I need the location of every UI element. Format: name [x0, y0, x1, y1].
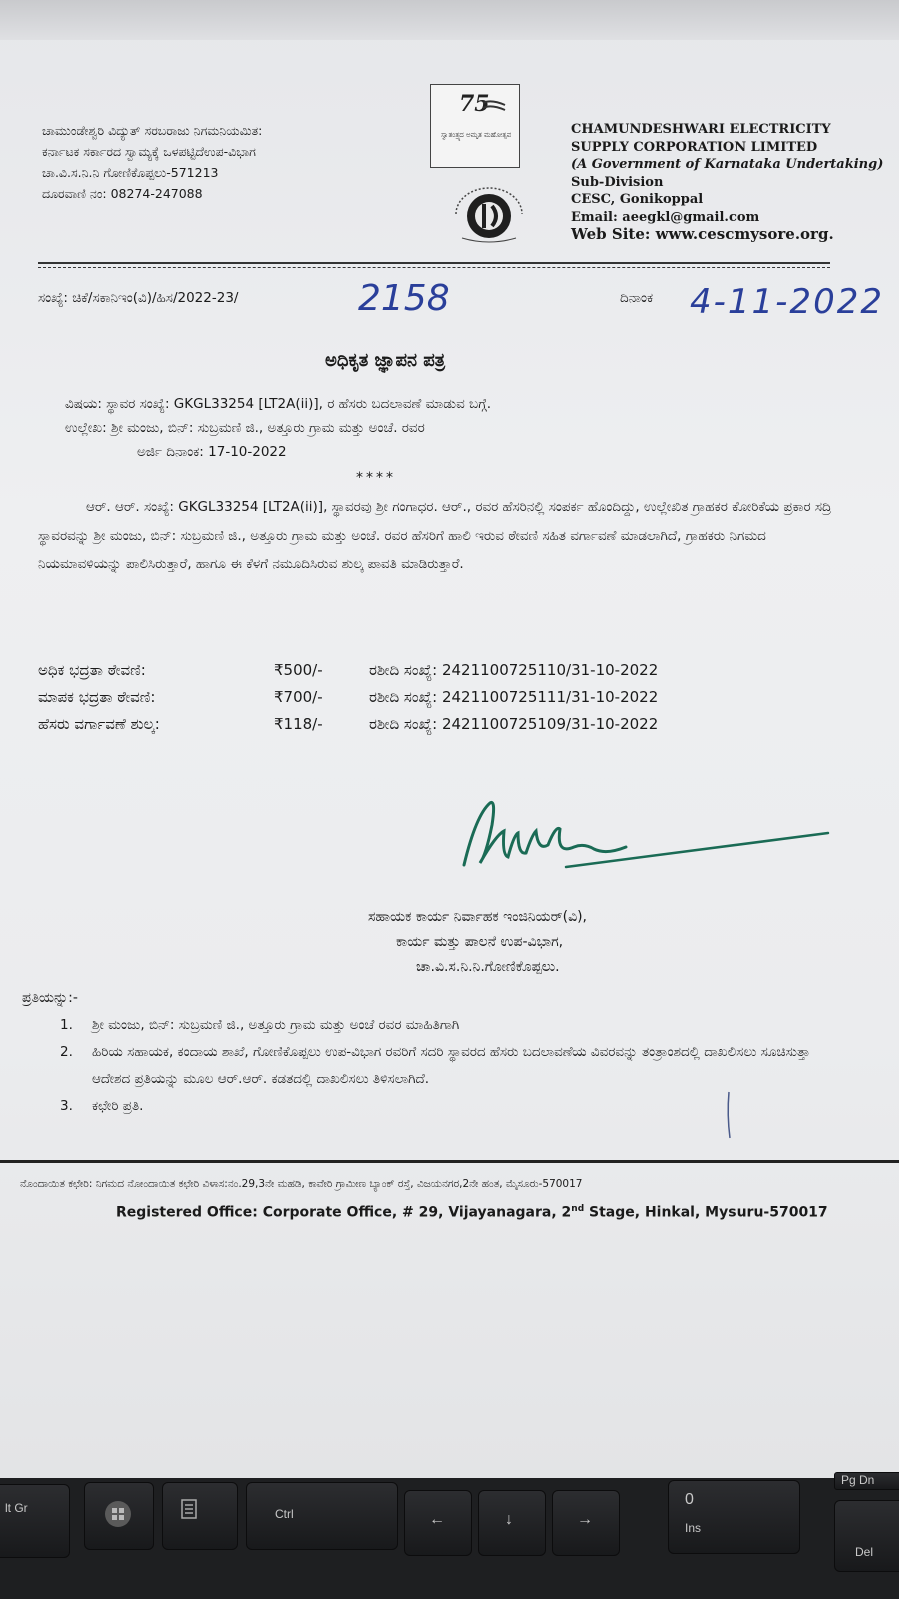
pen-mark [725, 1090, 733, 1140]
list-number: 3. [60, 1098, 73, 1114]
reg-en-part1: Registered Office: Corporate Office, # 29, Vijayanagara, 2 [116, 1204, 572, 1221]
body-text: ಆರ್. ಆರ್. ಸಂಖ್ಯೆ: GKGL33254 [LT2A(ii)], ಸ್ಥಾವರವು ಶ್ರೀ ಗಂಗಾಧರ. ಆರ್., ರವರ ಹೆಸರಿನಲ್ಲಿ ಸಂಪರ್ಕ ಹೊಂದಿದ್ದು, ಉಲ್ಲೇಖಿತ ಗ್ರಾಹಕರ ಕೋರಿಕೆಯ ಪ್ರಕಾರ ಸದ್ರಿ ಸ್ಥಾವರವನ್ನು ಶ್ರೀ ಮಂಜು, ಬಿನ್: ಸುಬ್ರಮಣಿ ಜಿ., ಅತ್ತೂರು ಗ್ರಾಮ ಮತ್ತು ಅಂಚೆ. ರವರ ಹೆಸರಿಗೆ ಹಾಲಿ ಇರುವ ಠೇವಣಿ ಸಹಿತ ವರ್ಗಾವಣೆ ಮಾಡಲಾಗಿದೆ, ಗ್ರಾಹಕರು ನಿಗಮದ ನಿಯಮಾವಳಿಯನ್ನು ಪಾಲಿಸಿರುತ್ತಾರೆ, ಹಾಗೂ ಈ ಕೆಳಗೆ ನಮೂದಿಸಿರುವ ಶುಲ್ಕ ಪಾವತಿ ಮಾಡಿರುತ್ತಾರೆ. [38, 499, 832, 572]
reg-en-part2: Stage, Hinkal, Mysuru-570017 [584, 1204, 828, 1221]
header-kn-line: ಚಾ.ವಿ.ಸ.ನಿ.ನಿ ಗೋಣಿಕೊಪ್ಪಲು-571213 [42, 165, 219, 180]
key-label: Pg Dn [841, 1473, 875, 1487]
handwritten-ref-number: 2158 [358, 278, 450, 319]
registered-office-kannada: ನೊಂದಾಯಿತ ಕಛೇರಿ: ನಿಗಮದ ನೋಂದಾಯಿತ ಕಛೇರಿ ವಿಳಾಸ:ನಂ.29,3ನೇ ಮಹಡಿ, ಕಾವೇರಿ ಗ್ರಾಮೀಣ ಬ್ಯಾಂಕ್ ರಸ್ತೆ, ವಿಜಯನಗರ,2ನೇ ಹಂತ, ಮೈಸೂರು-570017 [20, 1178, 583, 1190]
subdivision-label: Sub-Division [571, 174, 664, 190]
key-arrow-down[interactable] [478, 1490, 546, 1556]
footer-rule [0, 1160, 899, 1163]
list-text: ಹಿರಿಯ ಸಹಾಯಕ, ಕಂದಾಯ ಶಾಖೆ, ಗೋಣಿಕೊಪ್ಪಲು ಉಪ-ವಿಭಾಗ ರವರಿಗೆ ಸದರಿ ಸ್ಥಾವರದ ಹೆಸರು ಬದಲಾವಣೆಯ ವಿವರವನ್ನು ತಂತ್ರಾಂಶದಲ್ಲಿ ದಾಖಲಿಸಲು ಸೂಚಿಸುತ್ತಾ ಆದೇಶದ ಪ್ರತಿಯನ್ನು ಮೂಲ ಆರ್.ಆರ್. ಕಡತದಲ್ಲಿ ದಾಖಲಿಸಲು ತಿಳಿಸಲಾಗಿದೆ. [92, 1044, 811, 1087]
key-arrow-right[interactable] [552, 1490, 620, 1556]
reference-number-label: ಸಂಖ್ಯೆ: ಚಿಕೆ/ಸಕಾನಿಇಂ(ವಿ)/ಹಿಸ/2022-23/ [38, 290, 239, 306]
header-kn-line: ಕರ್ನಾಟಕ ಸರ್ಕಾರದ ಸ್ವಾಮ್ಯಕ್ಕೆ ಒಳಪಟ್ಟಿದೆಉಪ-ವಿಭಾಗ [42, 144, 256, 159]
menu-icon [181, 1499, 197, 1519]
cesc-emblem-icon [446, 184, 532, 244]
header-rule-dashed [38, 267, 830, 268]
fee-receipt: ರಶೀದಿ ಸಂಖ್ಯೆ: 2421100725109/31-10-2022 [369, 715, 659, 733]
key-del[interactable] [834, 1500, 899, 1572]
key-label: 0 [685, 1491, 694, 1508]
date-label: ದಿನಾಂಕ [620, 290, 654, 306]
logo-75-text: 75 [459, 91, 490, 117]
arrow-left-icon: ← [429, 1511, 445, 1528]
azadi-logo [430, 84, 520, 168]
list-number: 1. [60, 1017, 73, 1033]
fee-amount: ₹500/- [274, 661, 323, 679]
fee-label: ಹೆಸರು ವರ್ಗಾವಣೆ ಶುಲ್ಕ: [38, 715, 160, 733]
fee-row [38, 657, 658, 684]
key-pgdn[interactable] [834, 1472, 899, 1490]
fee-row [38, 684, 658, 711]
fee-amount: ₹700/- [274, 688, 323, 706]
fee-receipt: ರಶೀದಿ ಸಂಖ್ಯೆ: 2421100725110/31-10-2022 [369, 661, 659, 679]
page-title: ಅಧಿಕೃತ ಜ್ಞಾಪನ ಪತ್ರ [325, 350, 446, 371]
fee-row [38, 711, 658, 738]
list-item [60, 1039, 850, 1093]
signature-designation [368, 905, 587, 980]
company-name-line1: CHAMUNDESHWARI ELECTRICITY [571, 122, 831, 137]
key-label: Ins [685, 1521, 702, 1535]
body-paragraph [38, 493, 848, 579]
arrow-down-icon: ↓ [505, 1511, 513, 1528]
key-arrow-left[interactable] [404, 1490, 472, 1556]
subject-block [65, 392, 491, 464]
fee-amount: ₹118/- [274, 715, 323, 733]
key-altgr[interactable] [0, 1484, 70, 1558]
office-label: CESC, Gonikoppal [571, 192, 704, 207]
stars-divider: **** [356, 470, 396, 486]
keyboard-background [0, 1473, 899, 1599]
key-label: lt Gr [5, 1501, 28, 1515]
govt-undertaking: (A Government of Karnataka Undertaking) [571, 157, 884, 172]
handwritten-date: 4-11-2022 [690, 282, 884, 322]
designation-line1: ಸಹಾಯಕ ಕಾರ್ಯ ನಿರ್ವಾಹಕ ಇಂಜಿನಿಯರ್(ವಿ), [368, 909, 588, 925]
copies-heading: ಪ್ರತಿಯನ್ನು:- [22, 990, 78, 1006]
arrow-right-icon: → [577, 1511, 593, 1528]
registered-office-english [116, 1204, 828, 1221]
list-number: 2. [60, 1044, 73, 1060]
list-item [60, 1012, 850, 1039]
key-label: Ctrl [275, 1507, 294, 1521]
list-text: ಶ್ರೀ ಮಂಜು, ಬಿನ್: ಸುಬ್ರಮಣಿ ಜಿ., ಅತ್ತೂರು ಗ್ರಾಮ ಮತ್ತು ಅಂಚೆ ರವರ ಮಾಹಿತಿಗಾಗಿ [92, 1017, 460, 1033]
reference-line-1: ಉಲ್ಲೇಖ: ಶ್ರೀ ಮಂಜು, ಬಿನ್: ಸುಬ್ರಮಣಿ ಜಿ., ಅತ್ತೂರು ಗ್ರಾಮ ಮತ್ತು ಅಂಚೆ. ರವರ [65, 420, 425, 436]
website-line: Web Site: www.cescmysore.org. [571, 225, 834, 243]
key-ins-0[interactable] [668, 1480, 800, 1554]
header-kn-line: ಚಾಮುಂಡೇಶ್ವರಿ ವಿದ್ಯುತ್ ಸರಬರಾಜು ನಿಗಮನಿಯಮಿತ: [42, 123, 263, 138]
fee-receipt: ರಶೀದಿ ಸಂಖ್ಯೆ: 2421100725111/31-10-2022 [369, 688, 659, 706]
header-kannada-block [42, 120, 262, 204]
reference-line-2: ಅರ್ಜಿ ದಿನಾಂಕ: 17-10-2022 [137, 444, 287, 460]
header-rule [38, 262, 830, 264]
key-ctrl[interactable] [246, 1482, 398, 1550]
handwritten-signature [456, 795, 836, 885]
key-windows[interactable] [84, 1482, 154, 1550]
designation-line2: ಕಾರ್ಯ ಮತ್ತು ಪಾಲನೆ ಉಪ-ವಿಭಾಗ, [396, 934, 564, 950]
header-kn-line: ದೂರವಾಣಿ ನಂ: 08274-247088 [42, 186, 203, 201]
paper-top-shadow [0, 0, 899, 40]
key-menu[interactable] [162, 1482, 238, 1550]
subject-line: ವಿಷಯ: ಸ್ಥಾವರ ಸಂಖ್ಯೆ: GKGL33254 [LT2A(ii)], ರ ಹೆಸರು ಬದಲಾವಣೆ ಮಾಡುವ ಬಗ್ಗೆ. [65, 396, 492, 412]
windows-icon [103, 1499, 133, 1529]
email-line: Email: aeegkl@gmail.com [571, 209, 760, 225]
fees-table [38, 657, 658, 738]
fee-label: ಅಧಿಕ ಭದ್ರತಾ ಠೇವಣಿ: [38, 661, 146, 679]
reg-en-sup: nd [571, 1204, 585, 1214]
list-text: ಕಛೇರಿ ಪ್ರತಿ. [92, 1098, 144, 1114]
flag-icon [481, 99, 507, 115]
company-name-line2: SUPPLY CORPORATION LIMITED [571, 139, 818, 155]
header-english-block [571, 121, 883, 244]
logo-caption: ಸ್ವಾತಂತ್ರ್ಯದ ಅಮೃತ ಮಹೋತ್ಸವ [441, 131, 512, 139]
key-label: Del [855, 1545, 874, 1559]
fee-label: ಮಾಪಕ ಭದ್ರತಾ ಠೇವಣಿ: [38, 688, 156, 706]
designation-line3: ಚಾ.ವಿ.ಸ.ನಿ.ನಿ.ಗೋಣಿಕೊಪ್ಪಲು. [416, 959, 560, 975]
